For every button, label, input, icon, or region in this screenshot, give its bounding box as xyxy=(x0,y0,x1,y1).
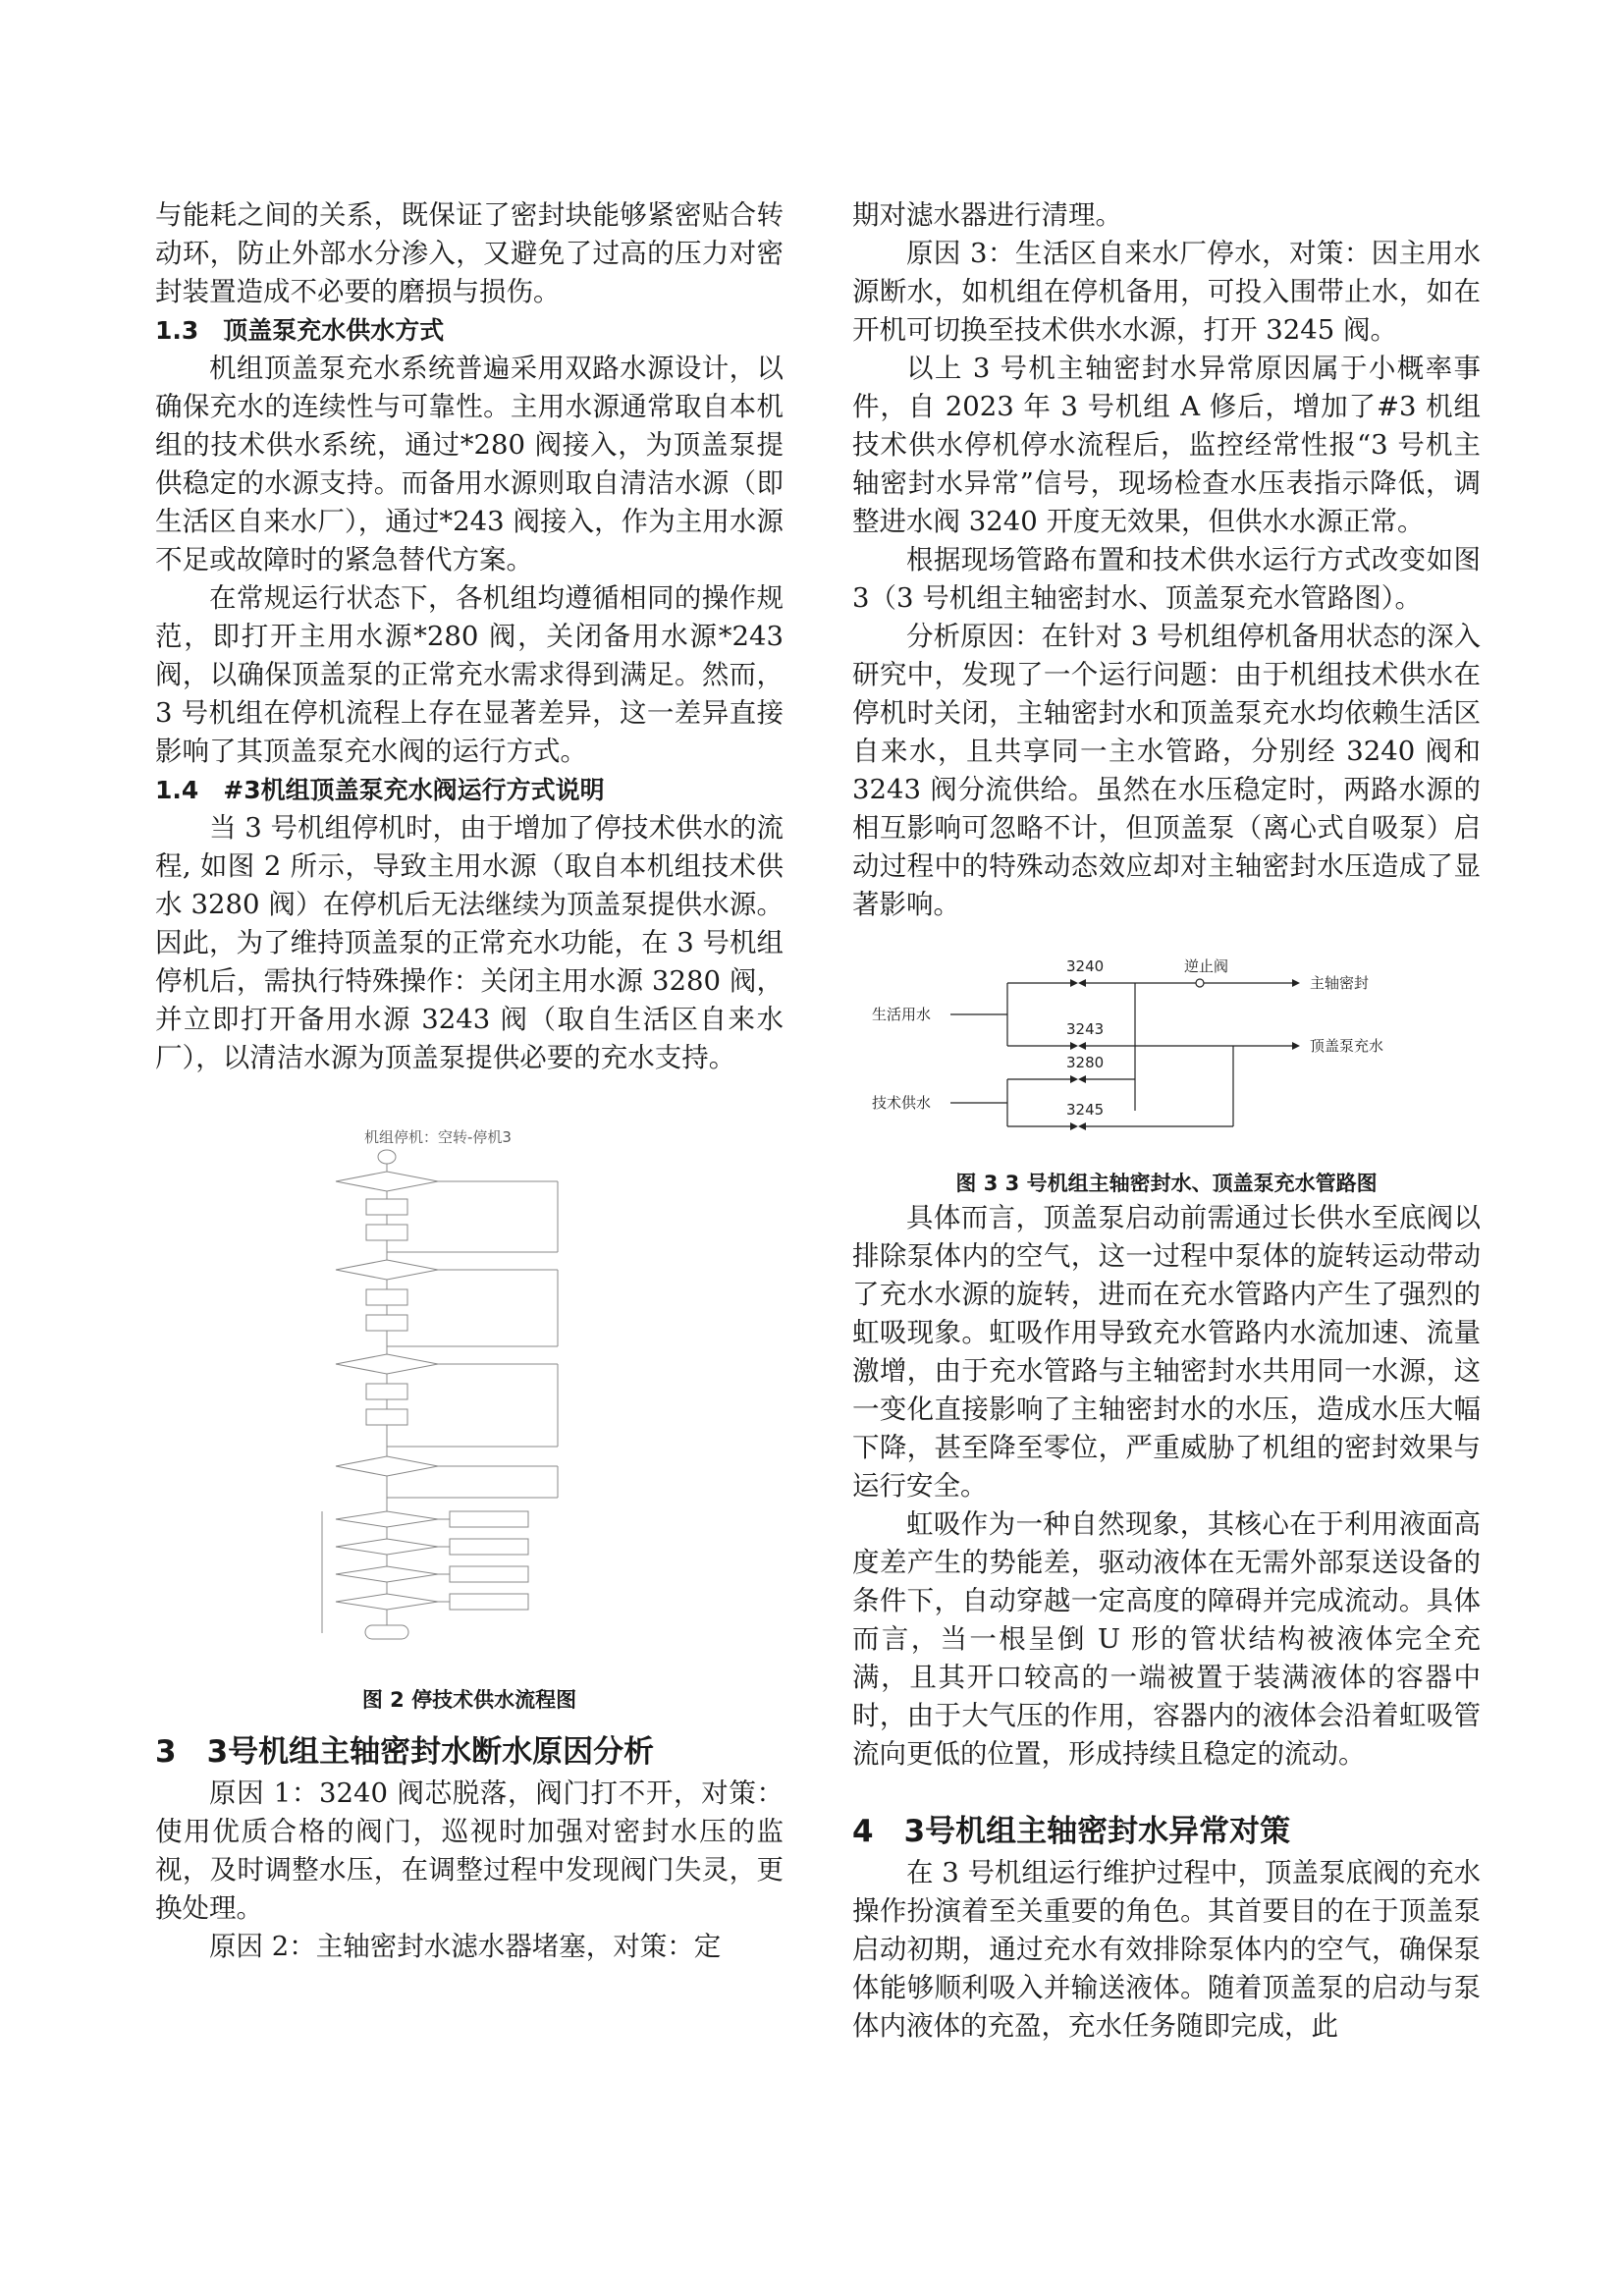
valve-3245-label: 3245 xyxy=(1066,1101,1105,1119)
paragraph-1-3-a: 机组顶盖泵充水系统普遍采用双路水源设计，以确保充水的连续性与可靠性。主用水源通常取自本机组的技术供水系统，通过*280 阀接入，为顶盖泵提供稳定的水源支持。而备用水源则取自清洁水源（即生活区自来水厂），通过*243 阀接入，作为主用水源不足或故障时的紧急替代方案。 xyxy=(155,353,784,575)
paragraph-3-reason-1: 原因 1：3240 阀芯脱落，阀门打不开，对策：使用优质合格的阀门，巡视时加强对密封水压的监视，及时调整水压，在调整过程中发现阀门失灵，更换处理。 xyxy=(155,1777,784,1924)
left-column xyxy=(155,196,784,1966)
valve-3240-label: 3240 xyxy=(1066,957,1105,975)
subsection-heading-1-4: 1.4 #3机组顶盖泵充水阀运行方式说明 xyxy=(155,776,605,804)
figure-2-caption: 图 2 停技术供水流程图 xyxy=(361,1688,577,1712)
paragraph-3-reason-2: 原因 2：主轴密封水滤水器堵塞，对策：定 xyxy=(209,1931,722,1962)
valve-3243-label: 3243 xyxy=(1066,1020,1105,1038)
paragraph-summary: 以上 3 号机主轴密封水异常原因属于小概率事件，自 2023 年 3 号机组 A 修后，增加了#3 机组技术供水停机停水流程后，监控经常性报“3 号机主轴密封水异常”信号，现场检查水压表指示降低，调整进水阀 3240 开度无效果，但供水水源正常。 xyxy=(852,353,1481,537)
valve-3280-label: 3280 xyxy=(1066,1054,1105,1071)
figure-2 xyxy=(155,1122,784,1722)
main-seal-label: 主轴密封 xyxy=(1310,974,1370,992)
paragraph-1-4: 当 3 号机组停机时，由于增加了停技术供水的流程, 如图 2 所示，导致主用水源（取自本机组技术供水 3280 阀）在停机后无法继续为顶盖泵提供水源。因此，为了维持顶盖泵的正常充水功能，在 3 号机组停机后，需执行特殊操作：关闭主用水源 3280 阀，并立即打开备用水源 3243 阀（取自生活区自来水厂），以清洁水源为顶盖泵提供必要的充水支持。 xyxy=(155,812,784,1073)
paragraph-intro-continued: 与能耗之间的关系，既保证了密封块能够紧密贴合转动环，防止外部水分渗入，又避免了过高的压力对密封装置造成不必要的磨损与损伤。 xyxy=(155,199,784,307)
figure-3-caption: 图 3 3 号机组主轴密封水、顶盖泵充水管路图 xyxy=(955,1172,1378,1195)
section-heading-3: 3 3号机组主轴密封水断水原因分析 xyxy=(155,1734,655,1770)
check-valve-label: 逆止阀 xyxy=(1184,957,1229,975)
paragraph-analysis: 分析原因：在针对 3 号机组停机备用状态的深入研究中，发现了一个运行问题：由于机组技术供水在停机时关闭，主轴密封水和顶盖泵充水均依赖生活区自来水，且共享同一主水管路，分别经 3240 阀和 3243 阀分流供给。虽然在水压稳定时，两路水源的相互影响可忽略不计，但顶盖泵（离心式自吸泵）启动过程中的特殊动态效应却对主轴密封水压造成了显著影响。 xyxy=(852,621,1481,920)
right-column xyxy=(852,196,1481,2046)
section-heading-4: 4 3号机组主轴密封水异常对策 xyxy=(852,1814,1291,1849)
tech-water-label: 技术供水 xyxy=(872,1094,932,1112)
paragraph-figure-3-ref: 根据现场管路布置和技术供水运行方式改变如图 3（3 号机组主轴密封水、顶盖泵充水管路图）。 xyxy=(852,544,1481,614)
paragraph-siphon: 虹吸作为一种自然现象，其核心在于利用液面高度差产生的势能差，驱动液体在无需外部泵送设备的条件下，自动穿越一定高度的障碍并完成流动。具体而言，当一根呈倒 U 形的管状结构被液体完全充满，且其开口较高的一端被置于装满液体的容器中时，由于大气压的作用，容器内的液体会沿着虹吸管流向更低的位置，形成持续且稳定的流动。 xyxy=(852,1508,1481,1770)
paragraph-reason-3: 原因 3：生活区自来水厂停水，对策：因主用水源断水，如机组在停机备用，可投入围带止水，如在开机可切换至技术供水水源，打开 3245 阀。 xyxy=(852,238,1481,346)
domestic-water-label: 生活用水 xyxy=(872,1006,932,1023)
figure-3 xyxy=(852,954,1481,1199)
figure-2-flowchart xyxy=(155,1122,784,1672)
paragraph-4: 在 3 号机组运行维护过程中，顶盖泵底阀的充水操作扮演着至关重要的角色。其首要目的在于顶盖泵启动初期，通过充水有效排除泵体内的空气，确保泵体能够顺利吸入并输送液体。随着顶盖泵的启动与泵体内液体的充盈，充水任务随即完成，此 xyxy=(852,1857,1481,2042)
top-cover-pump-label: 顶盖泵充水 xyxy=(1310,1037,1384,1055)
figure-2-title: 机组停机：空转-停机3 xyxy=(364,1128,512,1146)
paragraph-reason-2-continued: 期对滤水器进行清理。 xyxy=(852,199,1122,231)
subsection-heading-1-3: 1.3 顶盖泵充水供水方式 xyxy=(155,316,445,345)
paragraph-detail: 具体而言，顶盖泵启动前需通过长供水至底阀以排除泵体内的空气，这一过程中泵体的旋转运动带动了充水水源的旋转，进而在充水管路内产生了强烈的虹吸现象。虹吸作用导致充水管路内水流加速、流量激增，由于充水管路与主轴密封水共用同一水源，这一变化直接影响了主轴密封水的水压，造成水压大幅下降，甚至降至零位，严重威胁了机组的密封效果与运行安全。 xyxy=(852,1202,1481,1502)
paragraph-1-3-b: 在常规运行状态下，各机组均遵循相同的操作规范，即打开主用水源*280 阀，关闭备用水源*243 阀，以确保顶盖泵的正常充水需求得到满足。然而，3 号机组在停机流程上存在显著差异，这一差异直接影响了其顶盖泵充水阀的运行方式。 xyxy=(155,582,784,767)
figure-3-pipe-diagram xyxy=(852,954,1481,1160)
